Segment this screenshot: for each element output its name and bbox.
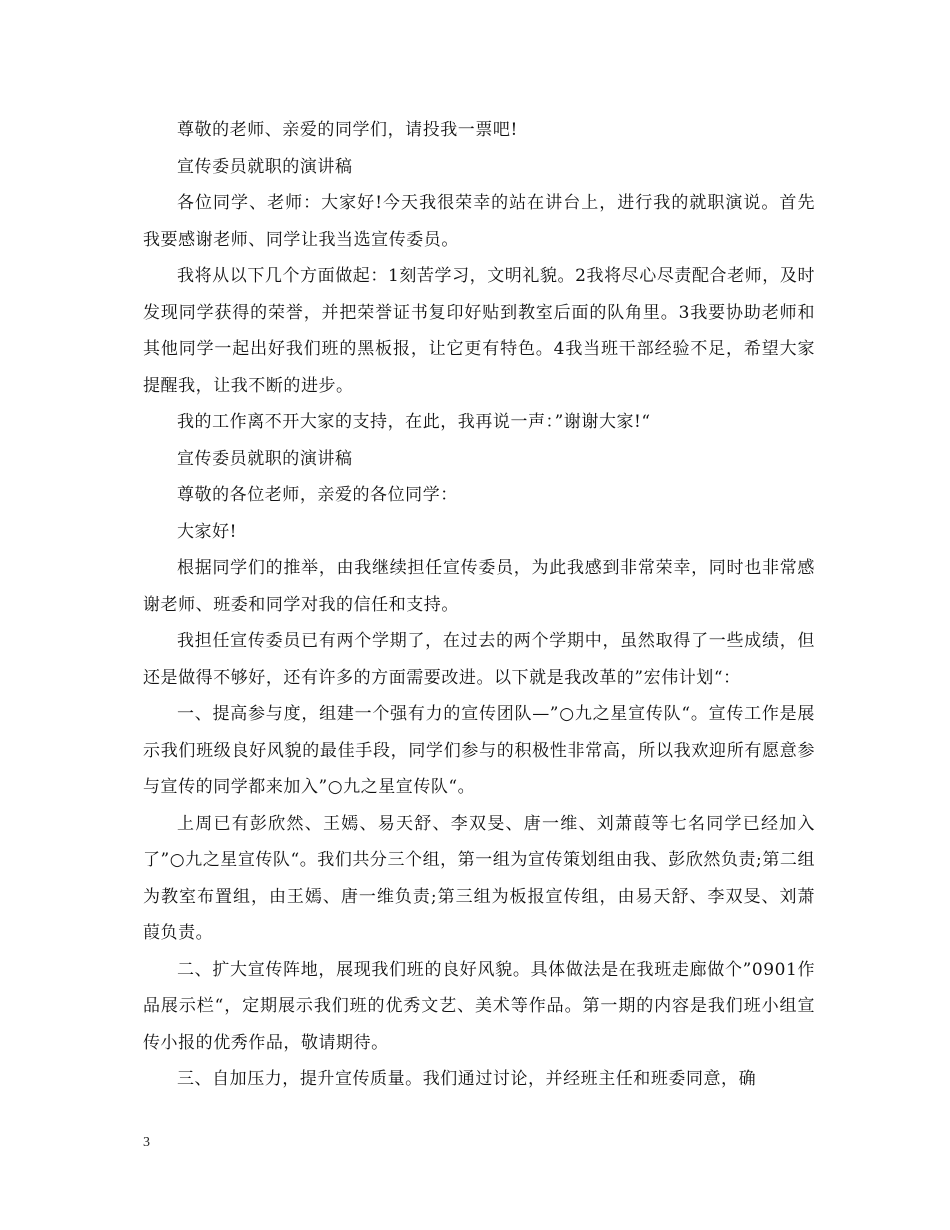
paragraph-point-two: 二、扩大宣传阵地，展现我们班的良好风貌。具体做法是在我班走廊做个”0901作品展示栏“，定期展示我们班的优秀文艺、美术等作品。第一期的内容是我们班小组宣传小报的优秀作品，敬请期待。: [143, 959, 815, 1053]
paragraph-plans: 我将从以下几个方面做起：1刻苦学习，文明礼貌。2我将尽心尽责配合老师，及时发现同学获得的荣誉，并把荣誉证书复印好贴到教室后面的队角里。3我要协助老师和其他同学一起出好我们班的黑板报，让它更有特色。4我当班干部经验不足，希望大家提醒我，让我不断的进步。: [143, 266, 815, 396]
speech-title: 宣传委员就职的演讲稿: [177, 156, 353, 177]
paragraph-team-members: 上周已有彭欣然、王嫣、易天舒、李双旻、唐一维、刘萧葭等七名同学已经加入了”○九之星宣传队“。我们共分三个组，第一组为宣传策划组由我、彭欣然负责;第二组为教室布置组，由王嫣、唐一维负责;第三组为板报宣传组，由易天舒、李双旻、刘萧葭负责。: [143, 813, 815, 943]
paragraph-appointment: 根据同学们的推举，由我继续担任宣传委员，为此我感到非常荣幸，同时也非常感谢老师、班委和同学对我的信任和支持。: [143, 558, 815, 615]
paragraph-point-three: 三、自加压力，提升宣传质量。我们通过讨论，并经班主任和班委同意，确: [177, 1069, 757, 1089]
page-number: 3: [143, 1135, 150, 1150]
paragraph-review: 我担任宣传委员已有两个学期了，在过去的两个学期中，虽然取得了一些成绩，但还是做得不够好，还有许多的方面需要改进。以下就是我改革的”宏伟计划“：: [143, 631, 815, 688]
paragraph-point-one: 一、提高参与度，组建一个强有力的宣传团队—”○九之星宣传队“。宣传工作是展示我们班级良好风貌的最佳手段，同学们参与的积极性非常高，所以我欢迎所有愿意参与宣传的同学都来加入”○九之星宣传队“。: [143, 704, 815, 797]
speech-title-second: 宣传委员就职的演讲稿: [177, 448, 353, 469]
paragraph-thanks: 我的工作离不开大家的支持，在此，我再说一声：”谢谢大家!“: [177, 412, 651, 432]
paragraph-closing-vote-request: 尊敬的老师、亲爱的同学们，请投我一票吧!: [177, 120, 518, 140]
paragraph-hello: 大家好!: [177, 521, 238, 542]
document-body: [143, 112, 815, 1098]
paragraph-greeting-intro: 各位同学、老师：大家好!今天我很荣幸的站在讲台上，进行我的就职演说。首先我要感谢老师、同学让我当选宣传委员。: [143, 193, 815, 250]
paragraph-salutation: 尊敬的各位老师，亲爱的各位同学：: [177, 485, 458, 505]
